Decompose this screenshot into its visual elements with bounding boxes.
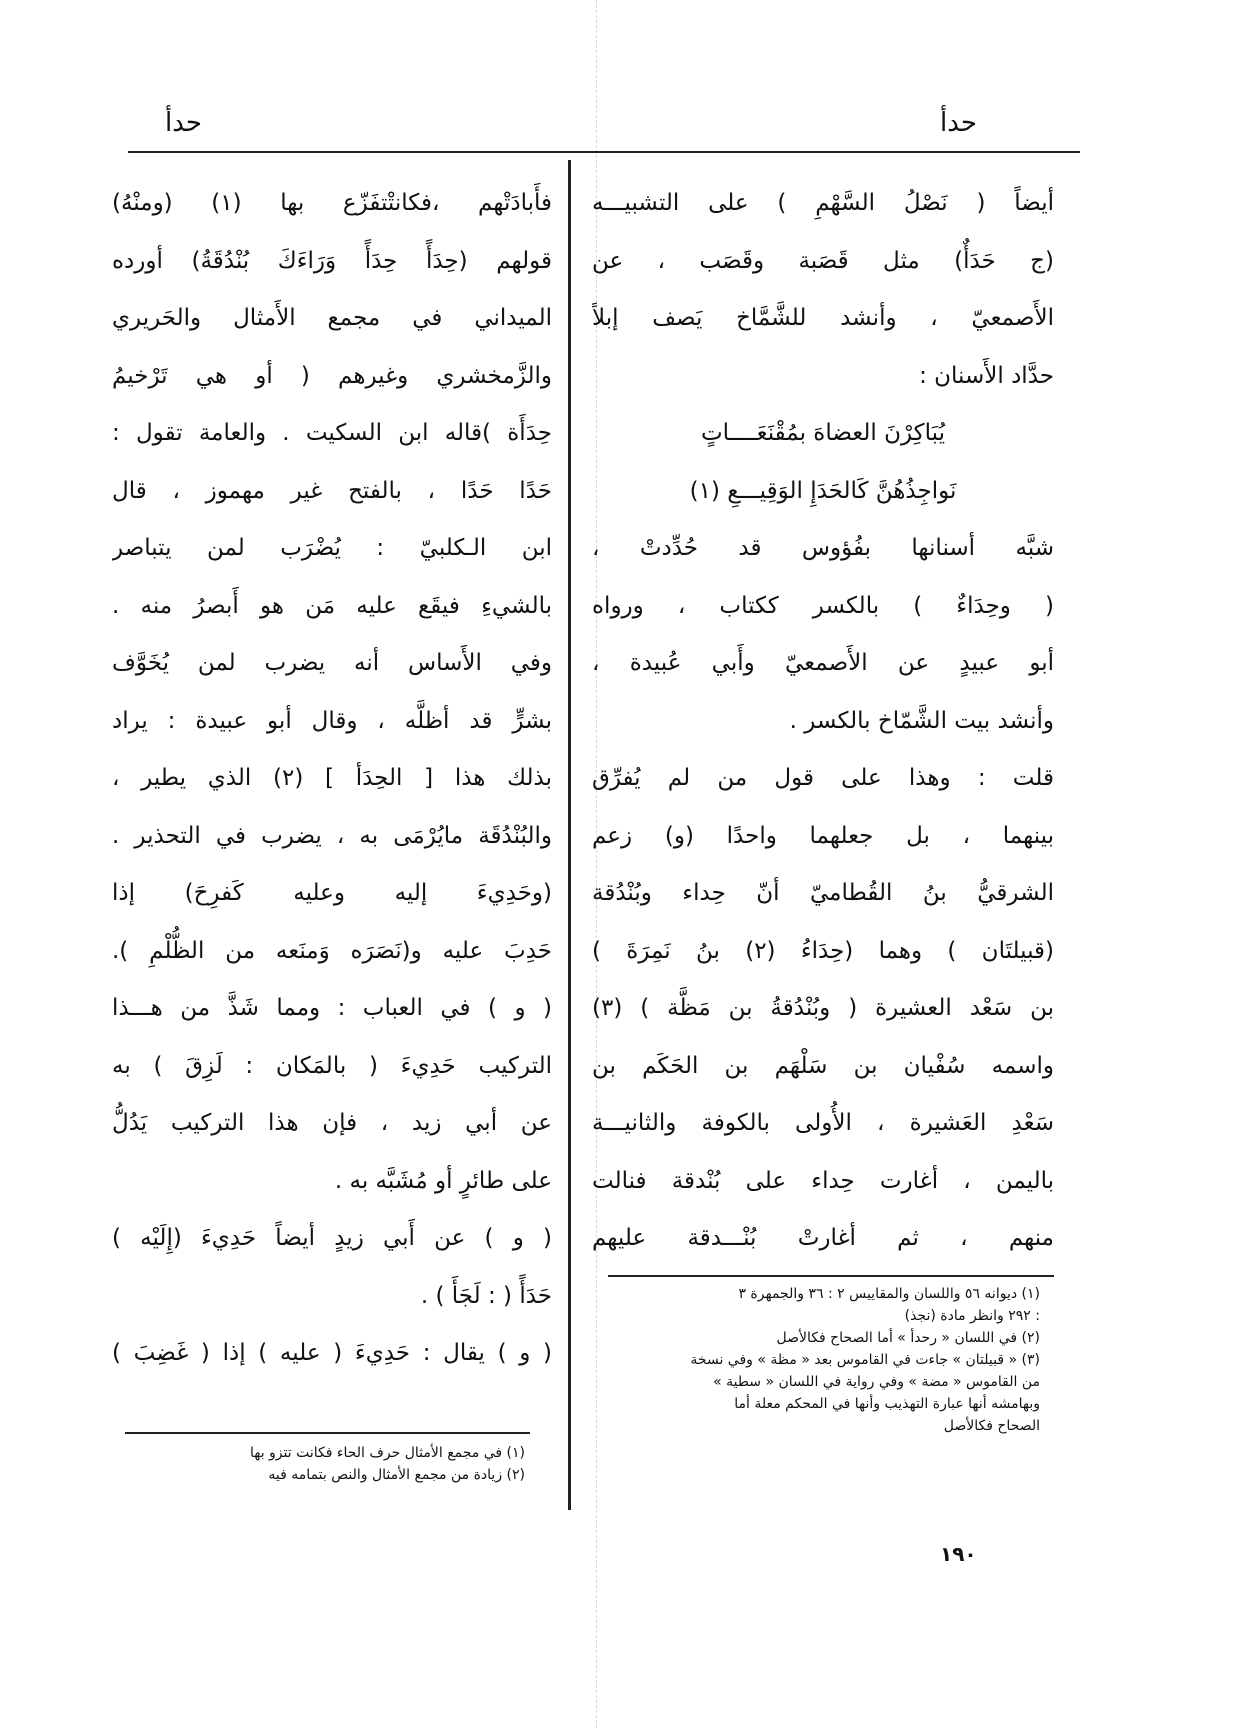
left-column-line: ( و ) يقال : حَدِيءَ ( عليه ) إذا ( غَضِبَ ) xyxy=(112,1340,552,1366)
left-column xyxy=(112,175,552,1383)
footnote: (١) في مجمع الأمثال حرف الحاء فكانت تتزو بها xyxy=(249,1445,525,1461)
footnote: (٢) في اللسان « رحدأ » أما الصحاح فكالأصل xyxy=(776,1330,1040,1346)
poem-verse-line: نَواجِذُهُنَّ كَالحَدَإِ الوَقِيـــعِ (١) xyxy=(689,477,957,504)
left-column-line: حَدَأً ( : لَجَأَ ) . xyxy=(420,1282,552,1309)
right-column-line: ( وحِدَاءٌ ) بالكسر ككتاب ، ورواه xyxy=(592,592,1054,619)
right-column-line: حدَّاد الأَسنان : xyxy=(919,362,1054,389)
left-column-line: التركيب حَدِيءَ ( بالمَكان : لَزِقَ ) به xyxy=(112,1052,552,1079)
left-column-line: بالشيءِ فيقَع عليه مَن هو أَبصرُ منه . xyxy=(112,592,552,619)
right-column-line: (قبيلتَان ) وهما (حِدَاءُ (٢) بنُ نَمِرَةَ ) xyxy=(592,937,1054,964)
footnote: (٢) زيادة من مجمع الأمثال والنص بتمامه فيه xyxy=(268,1467,525,1483)
left-column-line: على طائرٍ أو مُشَبَّه به . xyxy=(334,1167,552,1194)
footnote: الصحاح فكالأصل xyxy=(943,1418,1040,1434)
footnote: وبهامشه أنها عبارة التهذيب وأنها في المحكم معلة أما xyxy=(734,1396,1040,1412)
right-column-line: شبَّه أسنانها بفُؤوس قد حُدِّدتْ ، xyxy=(592,535,1054,561)
right-column-line: الشرقيُّ بنُ القُطاميّ أنّ حِداء وبُنْدُقة xyxy=(592,880,1054,906)
left-footnotes xyxy=(125,1442,525,1486)
left-column-line: بشرٍّ قد أظلَّه ، وقال أبو عبيدة : يراد xyxy=(112,707,552,734)
running-header-right: حدأ xyxy=(940,108,977,138)
right-column-line: واسمه سُفْيان بن سَلْهَم بن الحَكَم بن xyxy=(592,1052,1054,1079)
left-column-line: حِدَأَة )قاله ابن السكيت . والعامة تقول : xyxy=(112,420,552,446)
left-column-line: وفي الأَساس أنه يضرب لمن يُخَوَّف xyxy=(112,650,552,676)
left-column-line: بذلك هذا [ الحِدَأ ] (٢) الذي يطير ، xyxy=(112,765,552,791)
page-number: ١٩٠ xyxy=(940,1542,977,1566)
left-column-line: ( و ) في العباب : ومما شَذَّ من هـــذا xyxy=(112,995,552,1021)
footnote-rule-left xyxy=(125,1432,530,1434)
header-rule xyxy=(128,151,1080,153)
footnote: : ٢٩٢ وانظر مادة (نجذ) xyxy=(904,1308,1040,1324)
right-column-line: قلت : وهذا على قول من لم يُفرِّق xyxy=(592,765,1054,791)
left-column-line: قولهم (حِدَأً حِدَأً وَرَاءَكَ بُنْدُقَةُ) أورده xyxy=(112,247,552,274)
right-column-line: باليمن ، أغارت حِداء على بُنْدقة فنالت xyxy=(592,1167,1054,1194)
left-column-line: حَدًا حَدًا ، بالفتح غير مهموز ، قال xyxy=(112,477,552,504)
left-column-line: والبُنْدُقَة مايُرْمَى به ، يضرب في التحذير . xyxy=(112,822,552,849)
right-column-line: الأَصمعيّ ، وأنشد للشَّمَّاخ يَصف إبلاً xyxy=(592,305,1054,331)
footnote-rule-right xyxy=(608,1275,1054,1277)
left-column-line: (وحَدِيءَ إليه وعليه كَفرِحَ) إذا xyxy=(112,880,552,906)
left-column-line: فأَبادَتْهم ،فكانتْتفَزّع بها (١) (ومنْهُ) xyxy=(112,190,552,216)
left-column-line: ابن الـكلبيّ : يُضْرَب لمن يتباصر xyxy=(112,535,552,561)
column-divider xyxy=(568,160,571,1510)
footnote: (٣) « قبيلتان » جاءت في القاموس بعد « مظة » وفي نسخة xyxy=(690,1352,1040,1368)
right-column-line: (ج حَدَأٌ) مثل قَصَبة وقَصَب ، عن xyxy=(592,247,1054,274)
footnote: من القاموس « مضة » وفي رواية في اللسان « سطية » xyxy=(713,1374,1040,1390)
left-column-line: حَدِبَ عليه و(نَصَرَه وَمنَعه من الظُّلْمِ ). xyxy=(112,937,552,964)
right-column-line: بن سَعْد العشيرة ( وبُنْدُقةُ بن مَظَّة ) (٣) xyxy=(592,995,1054,1021)
right-column xyxy=(592,175,1054,1268)
right-column-line: وأنشد بيت الشَّمّاخ بالكسر . xyxy=(789,707,1054,734)
right-column-line: سَعْدِ العَشيرة ، الأُولى بالكوفة والثانيـــة xyxy=(592,1110,1054,1136)
left-column-line: والزَّمخشري وغيرهم ( أو هي تَرْخيمُ xyxy=(112,362,552,389)
right-column-line: منهم ، ثم أغارتْ بُنْـــدقة عليهم xyxy=(592,1225,1054,1251)
left-column-line: الميداني في مجمع الأَمثال والحَريري xyxy=(112,305,552,331)
running-header-left: حدأ xyxy=(165,108,202,138)
right-column-line: بينهما ، بل جعلهما واحدًا (و) زعم xyxy=(592,822,1054,849)
poem-verse-line: يُبَاكِرْنَ العضاهَ بمُقْنَعَــــاتٍ xyxy=(701,420,945,446)
right-column-line: أبو عبيدٍ عن الأَصمعيّ وأَبي عُبيدة ، xyxy=(592,650,1054,676)
footnote: (١) ديوانه ٥٦ واللسان والمقاييس ٢ : ٣٦ والجمهرة ٣ xyxy=(738,1286,1040,1302)
right-footnotes xyxy=(600,1283,1040,1437)
right-column-line: أيضاً ( نَصْلُ السَّهْمِ ) على التشبيـــه xyxy=(592,190,1054,216)
left-column-line: عن أبي زيد ، فإن هذا التركيب يَدُلُّ xyxy=(112,1110,552,1136)
left-column-line: ( و ) عن أَبي زيدٍ أيضاً حَدِيءَ (إِلَيْه ) xyxy=(112,1225,552,1251)
